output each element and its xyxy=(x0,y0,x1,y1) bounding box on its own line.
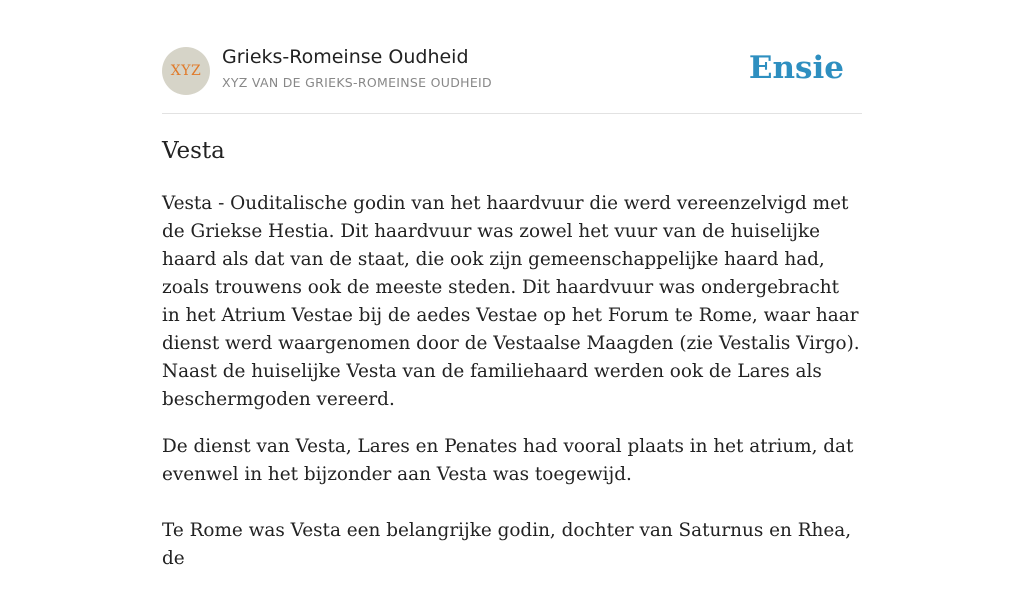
brand-logo[interactable]: Ensie xyxy=(748,50,844,86)
source-header xyxy=(162,0,862,114)
article-paragraph: Vesta - Ouditalische godin van het haardvuur die werd vereenzelvigd met de Griekse Hestia. Dit haardvuur was zowel het vuur van de huiselijke haard als dat van de staat, die ook zijn gemeenschappelijke haard had, zoals trouwens ook de meeste steden. Dit haardvuur was ondergebracht in het Atrium Vestae bij de aedes Vestae op het Forum te Rome, waar haar dienst werd waargenomen door de Vestaalse Maagden (zie Vestalis Virgo). Naast de huiselijke Vesta van de familiehaard werden ook de Lares als beschermgoden vereerd. xyxy=(162,193,860,410)
article-title: Vesta xyxy=(162,138,225,164)
source-title[interactable]: Grieks-Romeinse Oudheid xyxy=(222,46,469,68)
article-paragraph: De dienst van Vesta, Lares en Penates had vooral plaats in het atrium, dat evenwel in het bijzonder aan Vesta was toegewijd. xyxy=(162,436,854,485)
source-avatar[interactable]: XYZ xyxy=(162,47,210,95)
page-container xyxy=(162,0,862,569)
article-paragraph: Te Rome was Vesta een belangrijke godin, dochter van Saturnus en Rhea, de xyxy=(162,520,852,569)
source-subtitle: XYZ VAN DE GRIEKS-ROMEINSE OUDHEID xyxy=(222,75,492,90)
article-body xyxy=(162,190,862,592)
